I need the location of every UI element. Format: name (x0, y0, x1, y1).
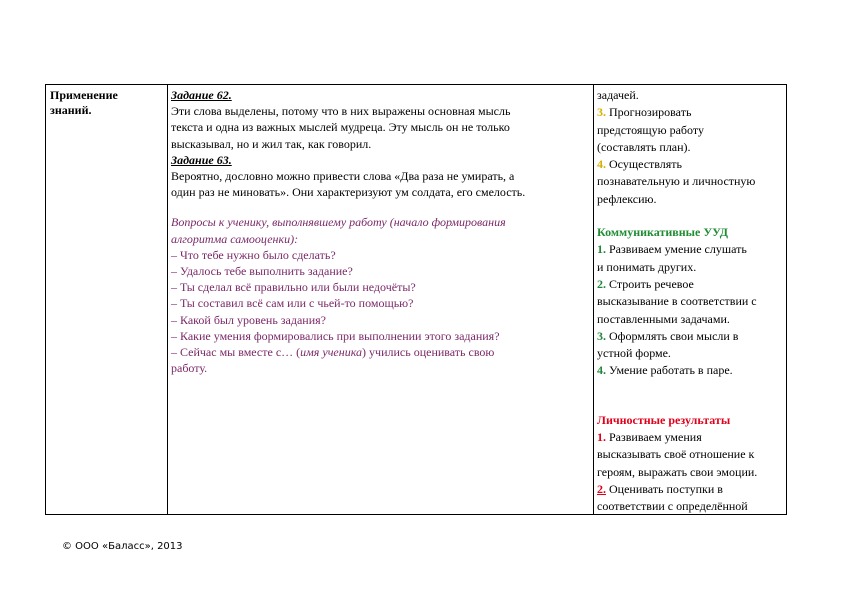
item-number: 2. (597, 481, 606, 496)
copyright-footer: © ООО «Баласс», 2013 (62, 541, 183, 552)
outcome-line: задачей. (597, 88, 639, 102)
text-line: текста и одна из важных мыслей мудреца. Эту мысль он не только (171, 120, 510, 135)
text-line: высказывал, но и жил так, как говорил. (171, 136, 372, 151)
outcome-line: (составлять план). (597, 139, 691, 154)
outcome-line: соответствии с определённой (597, 499, 748, 514)
item-text: Развиваем умения (606, 430, 702, 445)
item-number: 2. (597, 276, 606, 291)
outcome-line: познавательную и личностную (597, 174, 756, 189)
section-heading-personal: Личностные результаты (597, 412, 731, 427)
questions-heading: Вопросы к ученику, выполнявшему работу (начало формирования (171, 215, 506, 230)
outcome-item (597, 276, 784, 293)
question-item: – Ты составил всё сам или с чьей-то помощью? (171, 296, 414, 311)
outcome-line: высказывать своё отношение к (597, 447, 755, 462)
outcome-item (597, 429, 784, 446)
outcome-item (597, 156, 784, 173)
outcome-item (597, 328, 784, 345)
question-item: – Что тебе нужно было сделать? (171, 247, 336, 262)
stage-title-line: Применение (50, 88, 118, 102)
outcome-line: устной форме. (597, 346, 671, 361)
item-text: Развиваем умение слушать (606, 242, 747, 257)
question-item: – Ты сделал всё правильно или были недочёты? (171, 280, 416, 295)
item-text: Оценивать поступки в (606, 481, 723, 496)
text-line: Эти слова выделены, потому что в них выражены основная мысль (171, 104, 511, 119)
item-number: 1. (597, 242, 606, 257)
item-text: Оформлять свои мысли в (606, 328, 739, 343)
item-text: Прогнозировать (606, 105, 692, 120)
outcome-item (597, 481, 784, 498)
text-line: один раз не миновать». Они характеризуют ум солдата, его смелость. (171, 185, 526, 200)
outcome-line: поставленными задачами. (597, 311, 730, 326)
task-heading: Задание 62. (171, 88, 232, 102)
student-name-placeholder: имя ученика (300, 345, 363, 360)
question-part: – Сейчас мы вместе с… ( (171, 345, 301, 360)
item-number: 4. (597, 157, 606, 172)
outcome-line: рефлексию. (597, 191, 657, 206)
outcome-item (597, 362, 784, 379)
item-text: Осуществлять (606, 157, 683, 172)
item-number: 3. (597, 105, 606, 120)
outcome-line: высказывание в соответствии с (597, 294, 757, 309)
question-item: – Какие умения формировались при выполнении этого задания? (171, 328, 500, 343)
task-heading: Задание 63. (171, 152, 232, 167)
outcome-line: и понимать других. (597, 259, 697, 274)
question-part: ) учились оценивать свою (362, 345, 495, 360)
question-item: – Какой был уровень задания? (171, 312, 326, 327)
item-text: Строить речевое (606, 276, 694, 291)
stage-title-line: знаний. (50, 103, 92, 117)
section-heading-communicative: Коммуникативные УУД (597, 225, 729, 240)
item-number: 1. (597, 430, 606, 445)
stage-cell (46, 85, 167, 514)
questions-heading: алгоритма самооценки): (171, 231, 299, 246)
item-text: Умение работать в паре. (606, 363, 733, 378)
text-line: Вероятно, дословно можно привести слова «Два раза не умирать, а (171, 169, 515, 184)
lesson-table (45, 84, 787, 515)
question-item: работу. (171, 361, 208, 376)
item-number: 3. (597, 328, 606, 343)
outcome-item (597, 241, 784, 258)
outcome-line: предстоящую работу (597, 122, 704, 137)
outcome-item (597, 104, 784, 121)
content-cell (168, 85, 593, 514)
question-item: – Удалось тебе выполнить задание? (171, 264, 353, 279)
question-item (171, 344, 589, 360)
outcomes-cell (594, 85, 787, 514)
outcome-line: героям, выражать свои эмоции. (597, 464, 758, 479)
item-number: 4. (597, 363, 606, 378)
